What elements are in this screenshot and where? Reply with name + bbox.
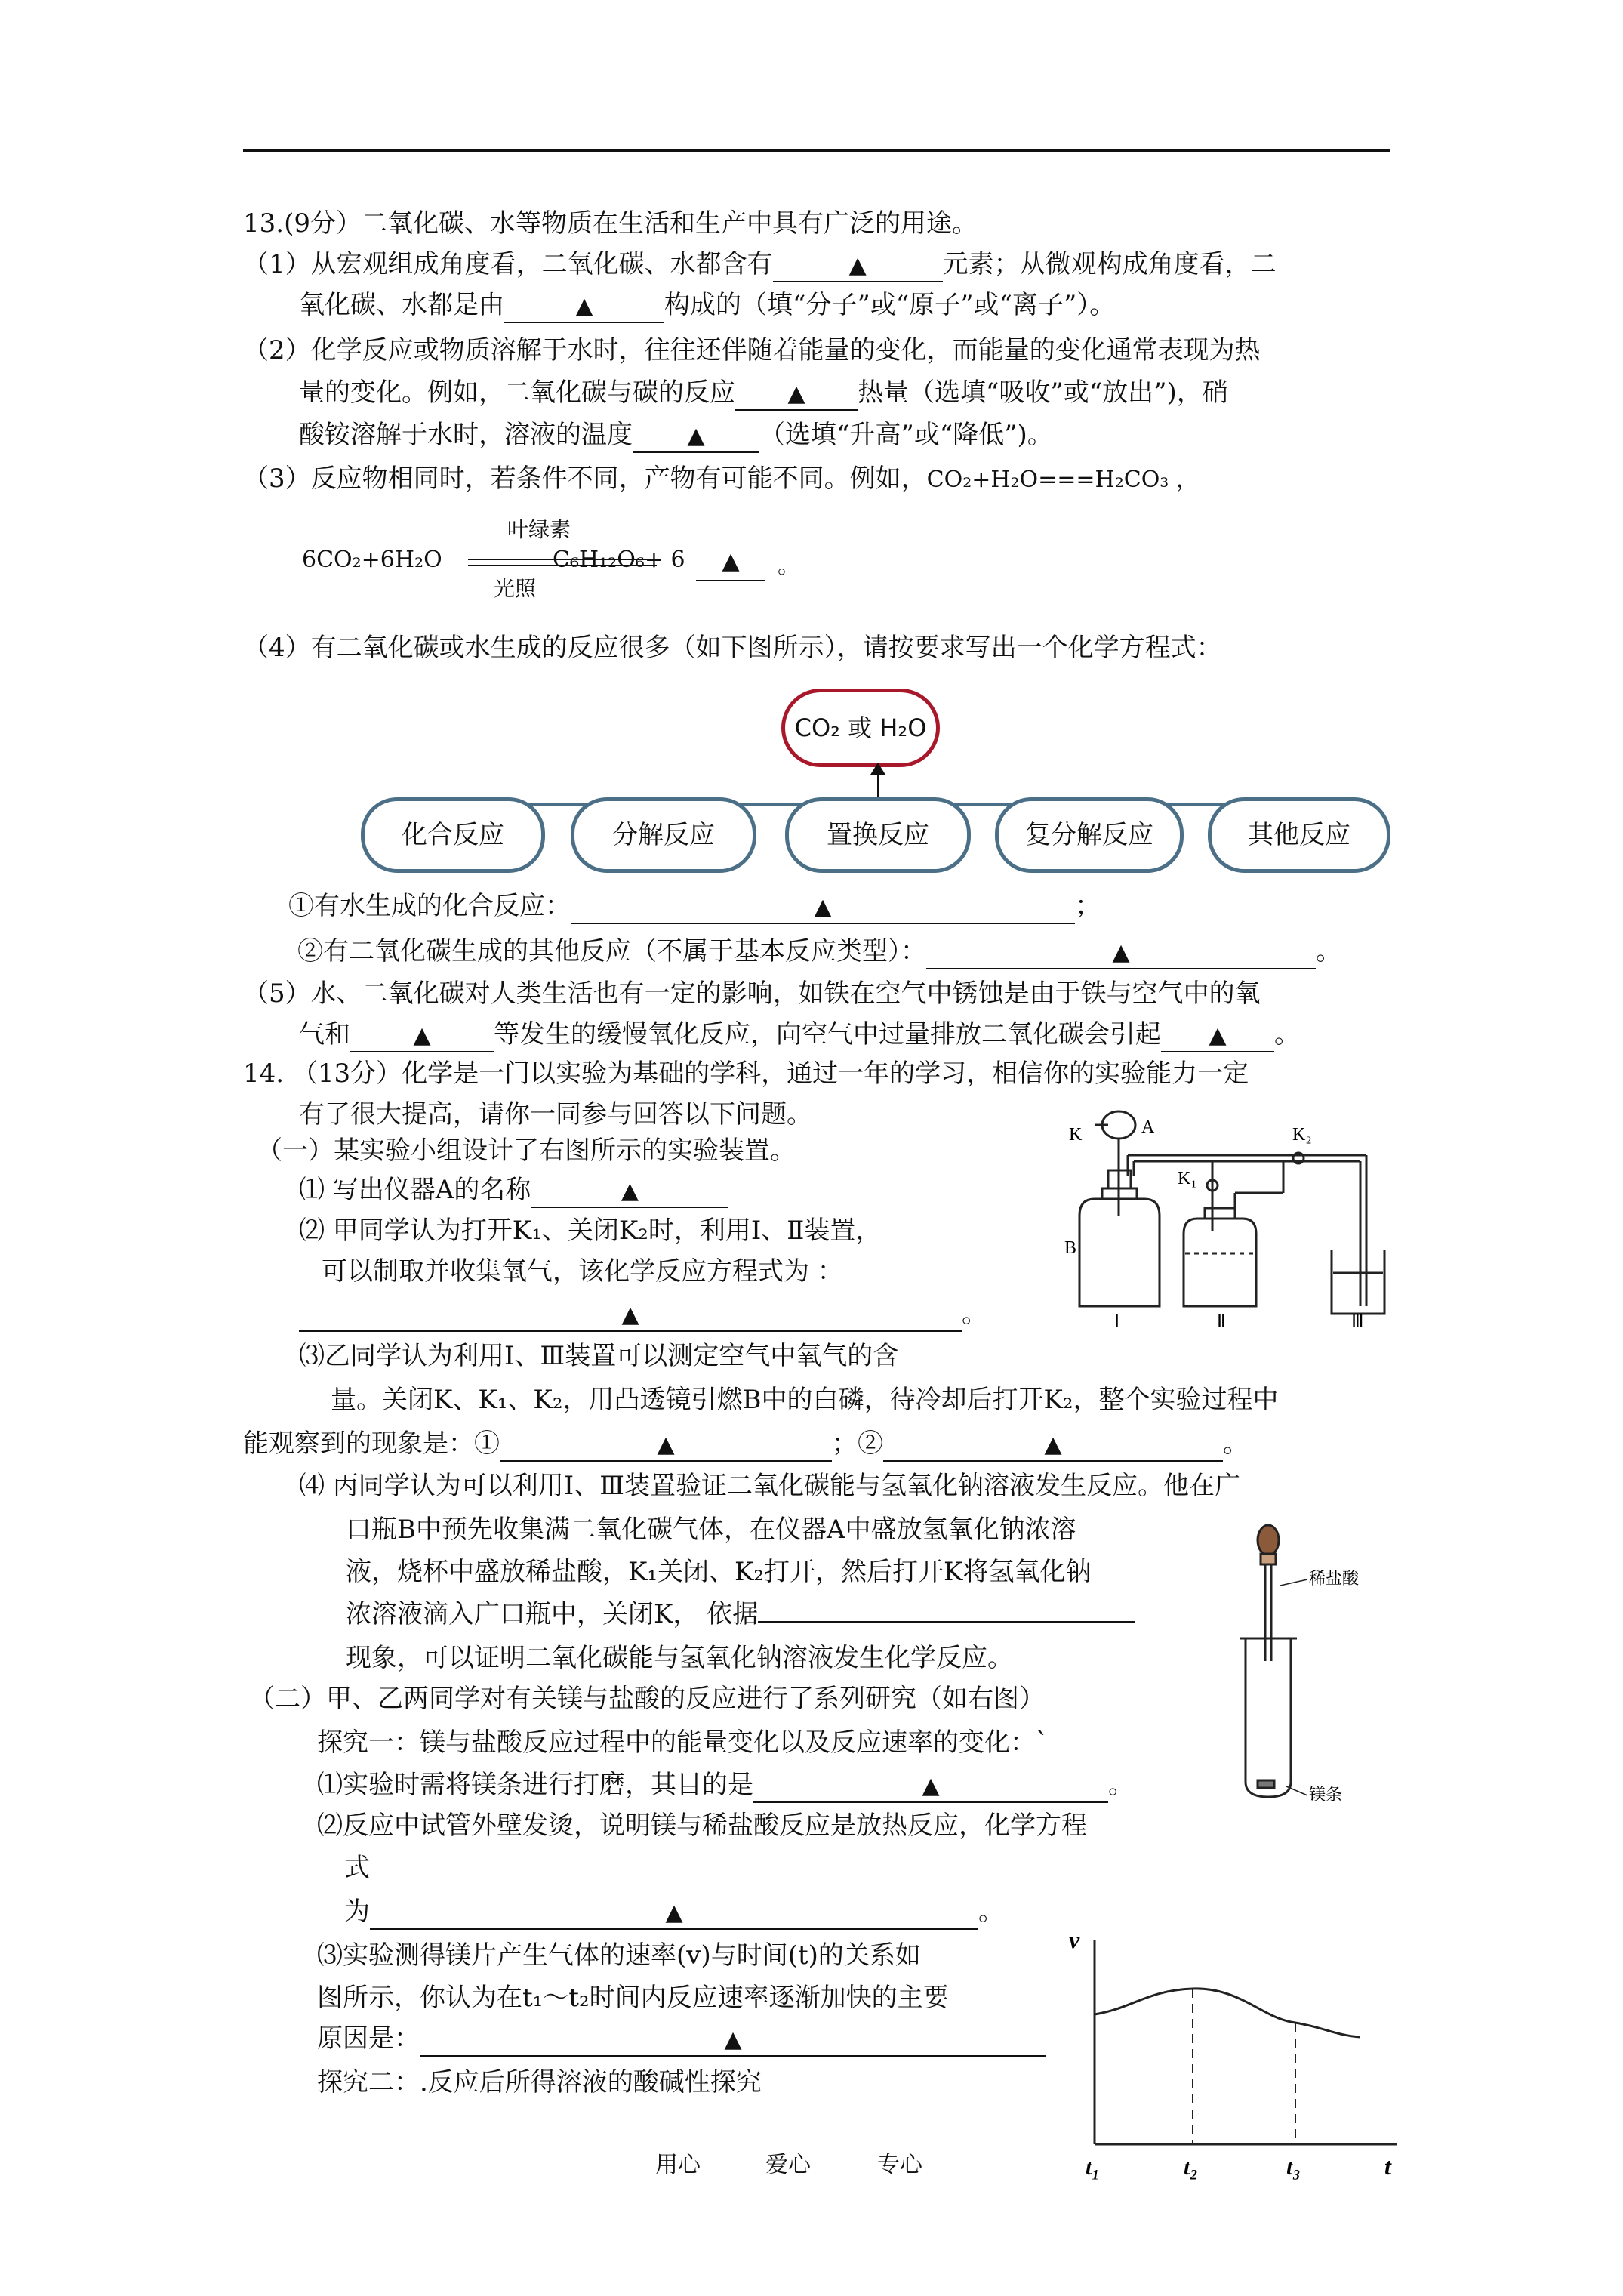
q14-s4-line4: 浓溶液滴入广口瓶中，关闭K， 依据 xyxy=(346,1596,1135,1632)
answer-blank[interactable]: ▲ xyxy=(633,420,759,453)
q14-s4-line3: 液，烧杯中盛放稀盐酸，K₁关闭、K₂打开，然后打开K将氢氧化钠 xyxy=(346,1557,1092,1587)
q13-p4-2: ②有二氧化碳生成的其他反应（不属于基本反应类型）： ▲ 。 xyxy=(297,933,1341,969)
answer-blank[interactable]: ▲ xyxy=(571,891,1075,924)
eq-condition-bottom: 光照 xyxy=(494,576,537,601)
diagram-box-other: 其他反应 xyxy=(1208,797,1390,873)
answer-blank[interactable]: ▲ xyxy=(926,936,1316,969)
answer-blank[interactable]: ▲ xyxy=(500,1428,832,1462)
footer-3: 专心 xyxy=(877,2152,922,2178)
answer-blank[interactable]: ▲ xyxy=(531,1175,728,1208)
rate-time-graph xyxy=(1064,1925,1412,2182)
apparatus-label-3: Ⅲ xyxy=(1351,1312,1364,1329)
q14-e1-3-line2: 图所示，你认为在t₁～t₂时间内反应速率逐渐加快的主要 xyxy=(317,1983,949,2013)
apparatus-label-1: Ⅰ xyxy=(1114,1312,1120,1329)
tube-label-magnesium: 镁条 xyxy=(1309,1786,1343,1804)
q14-s2-line3: ▲ 。 xyxy=(299,1296,987,1332)
answer-blank[interactable] xyxy=(758,1621,1135,1623)
q13-p4-1: ①有水生成的化合反应： ▲ ； xyxy=(288,888,1101,924)
answer-blank[interactable]: ▲ xyxy=(420,2023,1046,2057)
q14-s4-line5: 现象，可以证明二氧化碳能与氢氧化钠溶液发生化学反应。 xyxy=(346,1643,1013,1673)
answer-blank[interactable]: ▲ xyxy=(883,1428,1223,1462)
answer-blank[interactable]: ▲ xyxy=(735,378,858,411)
q14-e1-1: ⑴实验时需将镁条进行打磨，其目的是 ▲ 。 xyxy=(317,1767,1134,1803)
apparatus-label-b: B xyxy=(1064,1238,1077,1258)
diagram-box-decomposition: 分解反应 xyxy=(571,797,756,873)
graph-ylabel: v xyxy=(1069,1926,1080,1953)
q14-s2-line2: 可以制取并收集氧气，该化学反应方程式为 ： xyxy=(322,1256,843,1287)
q13-p3-line1: （3）反应物相同时，若条件不同，产物有可能不同。例如，CO₂+H₂O===H₂CO₃ ， xyxy=(243,464,1199,494)
q14-e1: 探究一：镁与盐酸反应过程中的能量变化以及反应速率的变化：` xyxy=(317,1727,1049,1758)
q13-p5-line2: 气和 ▲ 等发生的缓慢氧化反应，向空气中过量排放二氧化碳会引起 ▲ 。 xyxy=(299,1016,1300,1052)
q14-s4-line2: 口瓶B中预先收集满二氧化碳气体，在仪器A中盛放氢氧化钠浓溶 xyxy=(346,1515,1076,1545)
q14-e1-3-line3: 原因是： ▲ xyxy=(317,2020,1046,2057)
apparatus-label-k1: K₁ xyxy=(1178,1169,1197,1188)
q13-p5-line1: （5）水、二氧化碳对人类生活也有一定的影响，如铁在空气中锈蚀是由于铁与空气中的氧 xyxy=(243,978,1261,1009)
photosynthesis-equation: 6CO₂+6H₂O 叶绿素 光照 C₆H₁₂O₆+ 6 ▲ 。 xyxy=(302,513,830,612)
q14-e1-2-line1: ⑵反应中试管外壁发烫，说明镁与稀盐酸反应是放热反应，化学方程 xyxy=(317,1811,1087,1841)
apparatus-figure xyxy=(1064,1102,1397,1329)
q14-part1: （一）某实验小组设计了右图所示的实验装置。 xyxy=(257,1136,796,1166)
diagram-box-double-decomposition: 复分解反应 xyxy=(995,797,1184,873)
q14-part2: （二）甲、乙两同学对有关镁与盐酸的反应进行了系列研究（如右图） xyxy=(249,1684,1045,1714)
diagram-arrowhead xyxy=(870,763,885,775)
q14-s2-line1: ⑵ 甲同学认为打开K₁、关闭K₂时，利用Ⅰ、Ⅱ装置， xyxy=(299,1216,882,1246)
eq-right: C₆H₁₂O₆+ 6 xyxy=(553,547,685,573)
q14-s3-line3: 能观察到的现象是：① ▲ ；② ▲ 。 xyxy=(243,1425,1249,1462)
q14-e2: 探究二：.反应后所得溶液的酸碱性探究 xyxy=(317,2067,762,2097)
q14-header: 14. （13分）化学是一门以实验为基础的学科，通过一年的学习，相信你的实验能力一定 xyxy=(243,1059,1249,1089)
answer-blank[interactable]: ▲ xyxy=(370,1897,978,1930)
footer-2: 爱心 xyxy=(765,2152,811,2178)
footer-1: 用心 xyxy=(655,2152,701,2178)
diagram-top-box: CO₂ 或 H₂O xyxy=(781,689,940,767)
graph-tick-t3: t₃ xyxy=(1286,2155,1301,2180)
q14-e1-3-line1: ⑶实验测得镁片产生气体的速率(v)与时间(t)的关系如 xyxy=(317,1940,921,1971)
answer-blank[interactable]: ▲ xyxy=(696,547,765,581)
diagram-box-combination: 化合反应 xyxy=(361,797,545,873)
q14-e1-2-line3: 为 ▲ 。 xyxy=(344,1894,1004,1930)
q13-p2-line1: （2）化学反应或物质溶解于水时，往往还伴随着能量的变化，而能量的变化通常表现为热 xyxy=(243,335,1261,365)
answer-blank[interactable]: ▲ xyxy=(773,249,943,282)
answer-blank[interactable]: ▲ xyxy=(1161,1019,1274,1052)
answer-blank[interactable]: ▲ xyxy=(753,1770,1108,1803)
graph-tick-t1: t₁ xyxy=(1086,2155,1100,2180)
answer-blank[interactable]: ▲ xyxy=(299,1299,962,1332)
q14-s1: ⑴ 写出仪器A的名称 ▲ xyxy=(299,1172,728,1208)
graph-tick-t2: t₂ xyxy=(1184,2155,1198,2180)
eq-condition-top: 叶绿素 xyxy=(507,517,571,542)
q14-s3-line2: 量。关闭K、K₁、K₂，用凸透镜引燃B中的白磷，待冷却后打开K₂，整个实验过程中 xyxy=(331,1385,1279,1415)
q14-s3-line1: ⑶乙同学认为利用Ⅰ、Ⅲ装置可以测定空气中氧气的含 xyxy=(299,1341,899,1371)
q14-s4-line1: ⑷ 丙同学认为可以利用Ⅰ、Ⅲ装置验证二氧化碳能与氢氧化钠溶液发生反应。他在广 xyxy=(299,1471,1241,1501)
apparatus-label-a: A xyxy=(1141,1117,1155,1137)
q13-p1-line2: 氧化碳、水都是由 ▲ 构成的（填“分子”或“原子”或“离子”）。 xyxy=(299,287,1115,323)
q13-p1-line1: （1）从宏观组成角度看，二氧化碳、水都含有 ▲ 元素；从微观构成角度看，二 xyxy=(243,246,1277,282)
graph-xlabel: t xyxy=(1384,2153,1391,2180)
apparatus-label-2: Ⅱ xyxy=(1217,1312,1226,1329)
apparatus-label-k: K xyxy=(1069,1125,1083,1145)
top-rule xyxy=(243,149,1390,152)
q13-p4: （4）有二氧化碳或水生成的反应很多（如下图所示），请按要求写出一个化学方程式： xyxy=(243,633,1222,663)
apparatus-label-k2: K₂ xyxy=(1292,1125,1312,1145)
q13-p2-line3: 酸铵溶解于水时，溶液的温度 ▲ （选填“升高”或“降低”)。 xyxy=(299,417,1053,453)
eq-left: 6CO₂+6H₂O xyxy=(302,547,442,573)
q13-header: 13.(9分）二氧化碳、水等物质在生活和生产中具有广泛的用途。 xyxy=(243,208,978,239)
q14-e1-2-line2: 式 xyxy=(344,1853,370,1883)
answer-blank[interactable]: ▲ xyxy=(350,1019,494,1052)
tube-label-acid: 稀盐酸 xyxy=(1309,1570,1360,1589)
answer-blank[interactable]: ▲ xyxy=(504,290,664,323)
q14-header2: 有了很大提高，请你一同参与回答以下问题。 xyxy=(299,1099,812,1130)
diagram-box-replacement: 置换反应 xyxy=(785,797,971,873)
q13-p2-line2: 量的变化。例如，二氧化碳与碳的反应 ▲ 热量（选填“吸收”或“放出”)，硝 xyxy=(299,374,1228,411)
test-tube-figure xyxy=(1223,1510,1374,1812)
